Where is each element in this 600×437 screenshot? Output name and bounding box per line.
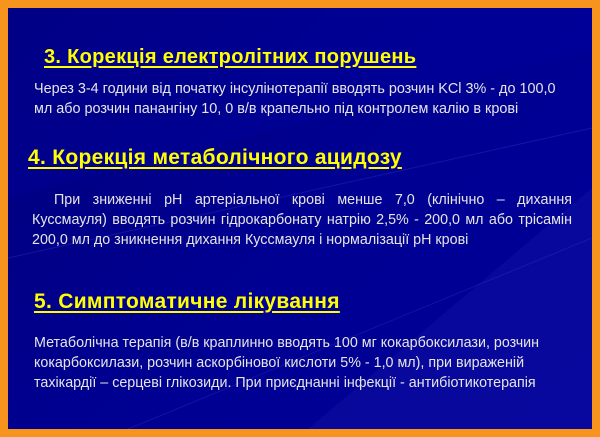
section-5-heading: 5. Симптоматичне лікування xyxy=(34,290,340,313)
slide xyxy=(8,8,592,429)
section-3-text: Через 3-4 години від початку інсулінотерапії вводять розчин KCl 3% - до 100,0 мл або розчин панангіну 10, 0 в/в крапельно під контролем калію в крові xyxy=(34,81,556,117)
section-3-heading: 3. Корекція електролітних порушень xyxy=(44,46,417,68)
section-4-heading: 4. Корекція метаболічного ацидозу xyxy=(28,146,402,169)
section-5-text: Метаболічна терапія (в/в краплинно вводять 100 мг кокарбоксилази, розчин кокарбоксилази, розчин аскорбінової кислоти 5% - 1,0 мл), при вираженій тахікардії – серцеві глікозиди. При приєднанні інфекції - антибіотикотерапія xyxy=(34,335,540,391)
section-4-text: При зниженні pH артеріальної крові менше 7,0 (клінічно – дихання Куссмауля) вводять розчин гідрокарбонату натрію 2,5% - 200,0 мл або трісамін 200,0 мл до зникнення дихання Куссмауля і нормалізації pH крові xyxy=(32,192,572,248)
